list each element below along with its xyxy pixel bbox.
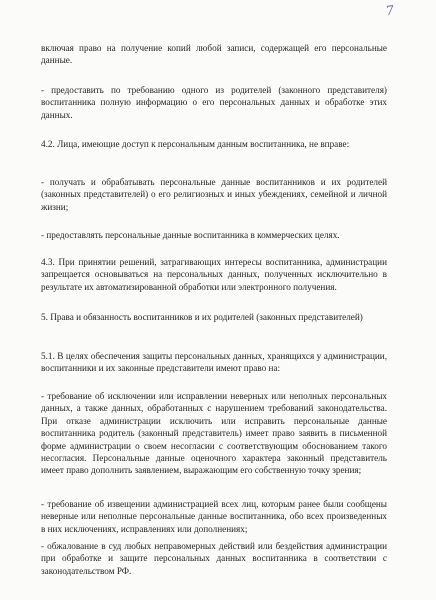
paragraph-notification-request: - требование об извещении администрацией всех лиц, которым ранее были сообщены неверные или неполные персональные данные воспитанника, обо всех произведенных в них исключениях, исправлениях или дополнениях; bbox=[41, 499, 387, 534]
paragraph-correction-request: - требование об исключении или исправлении неверных или неполных персональных данных, а также данных, обработанных с нарушением требований законодательства. При отказе администрации исключить или исправить персональные данные воспитанника родитель (законный представитель) имеет право заявить в письменной форме администрации о своем несогласии с соответствующим обоснованием такого несогласия. Персональные данные оценочного характера законный представитель имеет право дополнить заявлением, выражающим его собственную точку зрения; bbox=[41, 391, 387, 476]
paragraph-no-commercial: - предоставлять персональные данные воспитанника в коммерческих целях. bbox=[41, 230, 340, 240]
section-5-heading: 5. Права и обязанность воспитанников и их родителей (законных представителей) bbox=[41, 312, 363, 322]
paragraph-provide-info: - предоставить по требованию одного из родителей (законного представителя) воспитанника полную информацию о его персональных данных и обработке этих данных. bbox=[41, 85, 387, 120]
page-number: 7 bbox=[384, 3, 396, 20]
paragraph-4-3: 4.3. При принятии решений, затрагивающих интересы воспитанника, администрации запрещается основываться на персональных данных, полученных исключительно в результате их автоматизированной обработки или электронного получения. bbox=[41, 257, 387, 292]
paragraph-4-2: 4.2. Лица, имеющие доступ к персональным данным воспитанника, не вправе: bbox=[41, 139, 350, 149]
paragraph-no-religious-data: - получать и обрабатывать персональные данные воспитанников и их родителей (законных представителей) о его религиозных и иных убеждениях, семейной и личной жизни; bbox=[41, 177, 387, 212]
paragraph-5-1: 5.1. В целях обеспечения защиты персональных данных, хранящихся у администрации, воспитанники и их законные представители имеют право на: bbox=[41, 351, 387, 374]
paragraph-continuation: включая право на получение копий любой записи, содержащей его персональные данные. bbox=[41, 43, 387, 66]
paragraph-appeal-court: - обжалование в суд любых неправомерных действий или бездействия администрации при обработке и защите персональных данных воспитанника в соответствии с законодательством РФ. bbox=[41, 541, 387, 576]
